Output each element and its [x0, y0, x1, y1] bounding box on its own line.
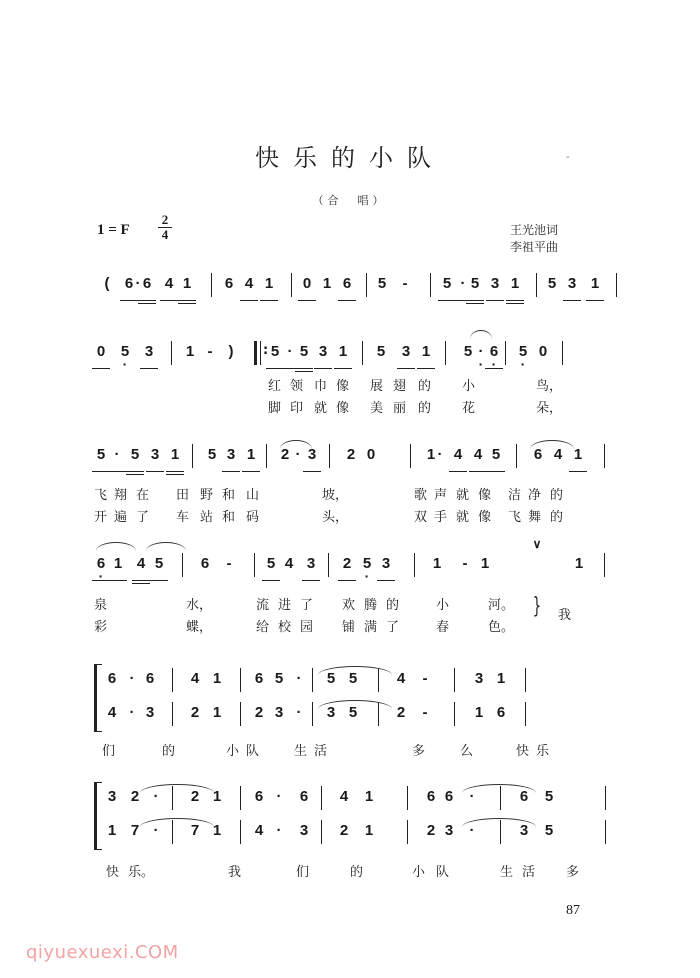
lyric-char: 在	[136, 488, 150, 503]
note: 1	[180, 275, 194, 299]
note: 1	[212, 670, 222, 687]
lyric-char: 多	[566, 865, 580, 880]
note: 4	[134, 555, 148, 579]
lyric-char: 生	[500, 865, 514, 880]
lyric-char: 的	[418, 401, 432, 416]
note: 1	[508, 275, 522, 299]
lyric-char: 站	[200, 510, 214, 525]
parenthesis: (	[104, 275, 110, 292]
lyric-char: 么	[460, 744, 474, 759]
note: 6	[426, 788, 436, 805]
note: 3	[326, 704, 336, 721]
barline	[536, 273, 537, 297]
note: 6	[224, 275, 234, 292]
lyric-char: 校	[278, 620, 292, 635]
barline	[414, 553, 415, 577]
barline	[410, 444, 411, 468]
note: 2	[396, 704, 406, 721]
lyric-char: 铺	[342, 620, 356, 635]
lyric-char: 色。	[488, 620, 515, 635]
lyric-char: 的	[550, 488, 564, 503]
note: 3	[399, 343, 413, 367]
lyric-char: 蝶，	[186, 620, 213, 635]
note: 5	[297, 343, 311, 367]
note: 5	[468, 275, 482, 299]
lyricist: 王光池词	[510, 223, 559, 237]
lyric-char: 飞	[94, 488, 108, 503]
note: · 5	[360, 555, 374, 579]
barline	[266, 444, 267, 468]
lyric-char: 小	[226, 744, 240, 759]
lyric-char: 码	[246, 510, 260, 525]
lyric-char: 小	[436, 598, 450, 613]
note: · 5	[118, 343, 132, 367]
barline	[407, 786, 408, 810]
barline	[192, 444, 193, 468]
note: 3	[299, 822, 309, 839]
barline	[505, 341, 506, 365]
note: 1	[244, 446, 258, 470]
slur-icon	[530, 440, 574, 449]
lyric-char: 进	[278, 598, 292, 613]
note: 5	[544, 822, 554, 839]
note: 2	[280, 446, 290, 463]
barline	[445, 341, 446, 365]
lyric-char: 满	[364, 620, 378, 635]
note: 6	[496, 704, 506, 721]
lyric-char: 队	[436, 865, 450, 880]
note: 5	[94, 446, 108, 470]
note: 3	[565, 275, 579, 299]
note: 7	[190, 822, 200, 839]
note: 5	[376, 343, 386, 360]
lyric-char: 水，	[186, 598, 213, 613]
augmentation-dot: ·	[276, 822, 282, 839]
sustain-dash: -	[422, 670, 428, 687]
lyric-char: 的	[418, 379, 432, 394]
sustain-dash: -	[207, 343, 213, 360]
note: 5	[152, 555, 166, 579]
barline	[366, 273, 367, 297]
note: 4	[242, 275, 256, 299]
lyric-char: 净	[528, 488, 542, 503]
repeat-dots: :	[263, 343, 269, 358]
note: 4	[553, 446, 563, 463]
slur-icon	[462, 818, 536, 827]
lyric-char: 山	[246, 488, 260, 503]
barline	[605, 820, 606, 844]
lyric-char: 像	[336, 379, 350, 394]
note: 1	[496, 670, 506, 687]
barline	[312, 702, 313, 726]
barline	[604, 444, 605, 468]
slur-icon	[146, 542, 186, 551]
lyric-char: 车	[176, 510, 190, 525]
barline	[171, 341, 172, 365]
barline	[182, 553, 183, 577]
note: 1	[364, 822, 374, 839]
barline	[172, 668, 173, 692]
note: 4	[190, 670, 200, 687]
note: 6	[340, 275, 354, 299]
barline	[329, 444, 330, 468]
note: 5	[264, 555, 278, 579]
lyric-char: 了	[136, 510, 150, 525]
note: 6	[254, 788, 264, 805]
note: 4	[339, 788, 349, 805]
note: 4	[254, 822, 264, 839]
note: 5	[544, 788, 554, 805]
system-bracket	[94, 664, 102, 732]
lyric-char: 小	[462, 379, 476, 394]
note: 2	[254, 704, 264, 721]
note: 3	[379, 555, 393, 579]
note: 4	[451, 446, 465, 470]
slur-icon	[462, 784, 536, 793]
lyric-char: 舞	[528, 510, 542, 525]
lyric-char: 花	[462, 401, 476, 416]
note: 0	[94, 343, 108, 367]
barline	[616, 273, 617, 297]
note: 2	[426, 822, 436, 839]
lyric-char: 的	[162, 744, 176, 759]
note: · 6	[487, 343, 501, 367]
note: 3	[142, 343, 156, 367]
lyric-char: 了	[300, 598, 314, 613]
lyric-char: 脚	[268, 401, 282, 416]
lyric-char: 翔	[114, 488, 128, 503]
slur-icon	[140, 818, 214, 827]
lyric-char: 彩	[94, 620, 108, 635]
lyric-char: 园	[300, 620, 314, 635]
augmentation-dot: ·	[296, 704, 302, 721]
note: 3	[274, 704, 284, 721]
lyric-char: 丽	[393, 401, 407, 416]
note: 6	[533, 446, 543, 463]
lyric-char: 印	[290, 401, 304, 416]
lyric-char: 生	[294, 744, 308, 759]
note: 6	[299, 788, 309, 805]
sustain-dash: -	[462, 555, 468, 572]
augmentation-dot: ·	[437, 446, 443, 463]
augmentation-dot: ·	[296, 670, 302, 687]
lyric-char: 坡，	[322, 488, 349, 503]
note: 1	[571, 446, 585, 470]
repeat-start-barline	[254, 341, 257, 365]
system-bracket	[94, 782, 102, 850]
watermark: qiyuexuexi.COM	[26, 942, 179, 963]
note: 4	[107, 704, 117, 721]
lyric-char: 乐	[536, 744, 550, 759]
note: 5	[489, 446, 503, 470]
augmentation-dot: ·	[276, 788, 282, 805]
note: 1	[419, 343, 433, 367]
lyric-char: 快	[106, 865, 120, 880]
lyric-char: 多	[412, 744, 426, 759]
lyric-char: 声	[434, 488, 448, 503]
lyric-char: 飞	[508, 510, 522, 525]
note: 1	[212, 822, 222, 839]
barline	[525, 702, 526, 726]
lyric-char: 了	[386, 620, 400, 635]
note: 6	[145, 670, 155, 687]
barline	[605, 786, 606, 810]
note: 1	[212, 704, 222, 721]
note: 5	[547, 275, 557, 292]
slur-icon	[470, 330, 492, 339]
lyric-char: 像	[478, 488, 492, 503]
note: 1	[364, 788, 374, 805]
barline	[454, 702, 455, 726]
parenthesis: )	[228, 343, 234, 360]
lyric-char: 美	[370, 401, 384, 416]
breath-mark: ∨	[532, 537, 542, 551]
lyric-char: 们	[296, 865, 310, 880]
lyric-char: 手	[434, 510, 448, 525]
note: 4	[162, 275, 176, 299]
lyric-char: 小	[412, 865, 426, 880]
lyric-char: 翅	[393, 379, 407, 394]
composer: 李祖平曲	[510, 240, 559, 254]
augmentation-dot: ·	[295, 446, 301, 463]
note: 2	[340, 555, 354, 579]
note: 5	[463, 343, 473, 360]
lyric-char: 鸟，	[536, 379, 563, 394]
repeat-start-barline-thin	[260, 341, 261, 365]
note: 1	[336, 343, 350, 367]
augmentation-dot: ·	[469, 788, 475, 805]
augmentation-dot: ·	[469, 822, 475, 839]
note: 2	[130, 788, 140, 805]
lyric-char: 展	[370, 379, 384, 394]
barline	[454, 668, 455, 692]
note: 3	[519, 822, 529, 839]
note: 0	[366, 446, 376, 463]
lyric-char: 的	[386, 598, 400, 613]
augmentation-dot: ·	[131, 275, 145, 299]
note: 3	[148, 446, 162, 470]
barline	[430, 273, 431, 297]
note: 3	[145, 704, 155, 721]
note: 6	[107, 670, 117, 687]
lyric-char: 队	[246, 744, 260, 759]
slur-icon	[318, 666, 392, 675]
lyric-char: 欢	[342, 598, 356, 613]
lyric-char: 我	[228, 865, 242, 880]
barline	[562, 341, 563, 365]
lyric-char: 春	[436, 620, 450, 635]
slur-icon	[96, 542, 136, 551]
note: 5	[326, 670, 336, 687]
lyric-char: 泉	[94, 598, 108, 613]
note: 1	[168, 446, 182, 470]
augmentation-dot: ·	[283, 343, 297, 367]
lyric-char: 河。	[488, 598, 515, 613]
barline	[321, 786, 322, 810]
slur-icon	[280, 440, 312, 449]
note: 5	[440, 275, 454, 299]
lyric-char: 野	[200, 488, 214, 503]
barline	[312, 668, 313, 692]
note: 3	[107, 788, 117, 805]
note: 2	[346, 446, 356, 463]
note: · 5	[516, 343, 530, 367]
note: 2	[190, 704, 200, 721]
lyric-char: 歌	[414, 488, 428, 503]
lyric-char: 遍	[114, 510, 128, 525]
lyric-char: 双	[414, 510, 428, 525]
lyric-char: 乐。	[128, 865, 155, 880]
sustain-dash: -	[402, 275, 408, 292]
sustain-dash: -	[422, 704, 428, 721]
lyric-char: 头，	[322, 510, 349, 525]
note: 1	[185, 343, 195, 360]
note: 6	[444, 788, 454, 805]
barline	[172, 702, 173, 726]
note: 0	[538, 343, 548, 360]
note: 3	[304, 555, 318, 579]
lyric-char: 的	[350, 865, 364, 880]
note: 1	[432, 555, 442, 572]
note: 1	[212, 788, 222, 805]
barline	[328, 553, 329, 577]
augmentation-dot: · ·	[474, 343, 488, 367]
lyric-char: 们	[102, 744, 116, 759]
note: 6	[122, 275, 136, 299]
note: 5	[128, 446, 142, 470]
barline	[525, 668, 526, 692]
lyric-char: 流	[256, 598, 270, 613]
slur-icon	[140, 784, 214, 793]
note: 6	[519, 788, 529, 805]
lyric-char: 就	[314, 401, 328, 416]
note: 5	[377, 275, 387, 292]
note: 6	[254, 670, 264, 687]
note: 3	[305, 446, 319, 470]
note: 4	[471, 446, 485, 470]
lyric-char: 我	[558, 608, 572, 623]
note: 5	[348, 704, 358, 721]
note: 6	[200, 555, 210, 572]
key-signature: 1 = F	[97, 222, 130, 238]
lyric-char: 就	[456, 510, 470, 525]
note: 5	[268, 343, 282, 367]
lyric-char: 田	[176, 488, 190, 503]
lyric-char: 就	[456, 488, 470, 503]
barline	[407, 820, 408, 844]
note: 1	[588, 275, 602, 299]
note: 3	[474, 670, 484, 687]
lyric-char: 红	[268, 379, 282, 394]
barline	[291, 273, 292, 297]
lyric-char: 开	[94, 510, 108, 525]
note: 5	[348, 670, 358, 687]
lyric-char: 的	[550, 510, 564, 525]
note: 3	[316, 343, 330, 367]
note: 1	[107, 822, 117, 839]
note: 1	[474, 704, 484, 721]
lyric-char: 像	[478, 510, 492, 525]
note: 5	[274, 670, 284, 687]
song-title: 快乐的小队	[255, 144, 445, 172]
slur-icon	[318, 700, 392, 709]
barline	[321, 820, 322, 844]
note: 1	[574, 555, 584, 572]
note: 5	[207, 446, 217, 463]
barline	[211, 273, 212, 297]
note: 1	[322, 275, 332, 292]
lyric-char: 快	[516, 744, 530, 759]
note: 1	[262, 275, 276, 299]
note: 7	[130, 822, 140, 839]
note: 0	[300, 275, 314, 299]
note: 3	[444, 822, 454, 839]
barline	[362, 341, 363, 365]
song-subtitle: （合 唱）	[312, 194, 388, 207]
note: 2	[339, 822, 349, 839]
lyric-char: 和	[222, 510, 236, 525]
augmentation-dot: ·	[456, 275, 470, 299]
barline	[254, 553, 255, 577]
lyric-char: 像	[336, 401, 350, 416]
note: 1	[480, 555, 490, 572]
note: 1	[426, 446, 436, 463]
note: 4	[284, 555, 294, 572]
lyric-char: 朵，	[536, 401, 563, 416]
lyric-char: 巾	[314, 379, 328, 394]
note: 4	[396, 670, 406, 687]
lyric-char: 领	[290, 379, 304, 394]
lyric-char: 和	[222, 488, 236, 503]
barline	[240, 786, 241, 810]
augmentation-dot: ·	[153, 788, 159, 805]
barline	[240, 668, 241, 692]
sustain-dash: -	[226, 555, 232, 572]
note: 6	[140, 275, 154, 299]
lyric-char: 给	[256, 620, 270, 635]
lyric-char: 活	[314, 744, 328, 759]
barline	[604, 553, 605, 577]
note: · 6	[94, 555, 108, 579]
lyric-char: 洁	[508, 488, 522, 503]
augmentation-dot: ·	[129, 704, 135, 721]
time-signature-denominator: 4	[161, 227, 169, 242]
scan-speck: -	[566, 152, 570, 163]
page-number: 87	[566, 903, 580, 918]
barline	[240, 702, 241, 726]
augmentation-dot: ·	[153, 822, 159, 839]
barline	[516, 444, 517, 468]
time-signature	[158, 213, 172, 241]
time-signature-numerator: 2	[158, 213, 172, 228]
augmentation-dot: ·	[129, 670, 135, 687]
lyric-brace: }	[532, 594, 542, 619]
lyric-char: 腾	[364, 598, 378, 613]
credits	[510, 222, 558, 256]
barline	[240, 820, 241, 844]
note: 1	[111, 555, 125, 579]
lyric-char: 活	[522, 865, 536, 880]
note: 2	[190, 788, 200, 805]
note: 3	[488, 275, 502, 299]
augmentation-dot: ·	[110, 446, 124, 470]
note: 3	[224, 446, 238, 470]
